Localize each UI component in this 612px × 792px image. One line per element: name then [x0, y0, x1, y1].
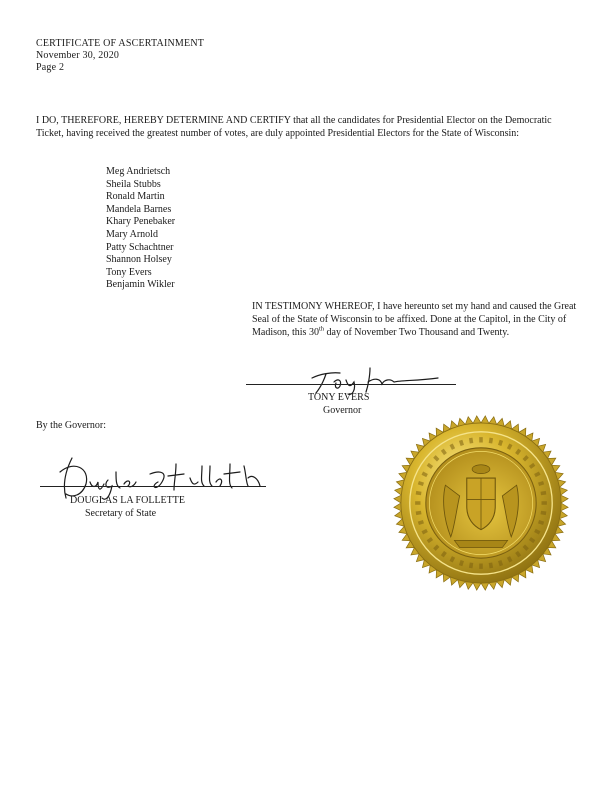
elector-name: Shannon Holsey	[106, 254, 172, 266]
great-seal-emblem	[392, 414, 570, 592]
governor-name: TONY EVERS	[308, 392, 370, 403]
elector-name: Ronald Martin	[106, 191, 165, 203]
governor-signature-line	[246, 384, 456, 385]
testimony-ordinal: th	[318, 326, 325, 334]
elector-name: Mandela Barnes	[106, 203, 172, 215]
elector-name: Sheila Stubbs	[106, 178, 161, 190]
elector-list	[106, 166, 175, 292]
elector-name: Meg Andrietsch	[106, 166, 171, 177]
governor-title: Governor	[323, 405, 362, 416]
elector-name: Patty Schachtner	[106, 241, 174, 253]
secretary-title: Secretary of State	[85, 508, 157, 519]
certification-paragraph: I DO, THEREFORE, HEREBY DETERMINE AND CERTIFY that all the candidates for Presidential Elector on the Democratic Ticket, having received the greatest number of votes, are duly appointed Presidential Electors for the State of Wisconsin:	[36, 115, 552, 139]
certificate-header	[36, 38, 204, 74]
header-page: Page 2	[36, 62, 65, 73]
testimony-paragraph	[252, 300, 582, 340]
header-date: November 30, 2020	[36, 50, 120, 61]
elector-name: Mary Arnold	[106, 228, 158, 240]
secretary-signature-line	[40, 486, 266, 487]
by-the-governor-label: By the Governor:	[36, 420, 106, 431]
elector-name: Khary Penebaker	[106, 216, 176, 228]
elector-name: Benjamin Wikler	[106, 279, 175, 291]
testimony-text-end: day of November Two Thousand and Twenty.	[324, 327, 510, 339]
elector-name: Tony Evers	[106, 266, 152, 278]
testimony-text-start: IN TESTIMONY WHEREOF, I have hereunto set my hand and caused the Great Seal of the State of Wisconsin to be affixed. Done at the Capitol, in the City of Madison, this 30	[252, 301, 577, 339]
secretary-name: DOUGLAS LA FOLLETTE	[70, 495, 185, 506]
header-title: CERTIFICATE OF ASCERTAINMENT	[36, 38, 205, 49]
governor-signature	[298, 360, 458, 396]
